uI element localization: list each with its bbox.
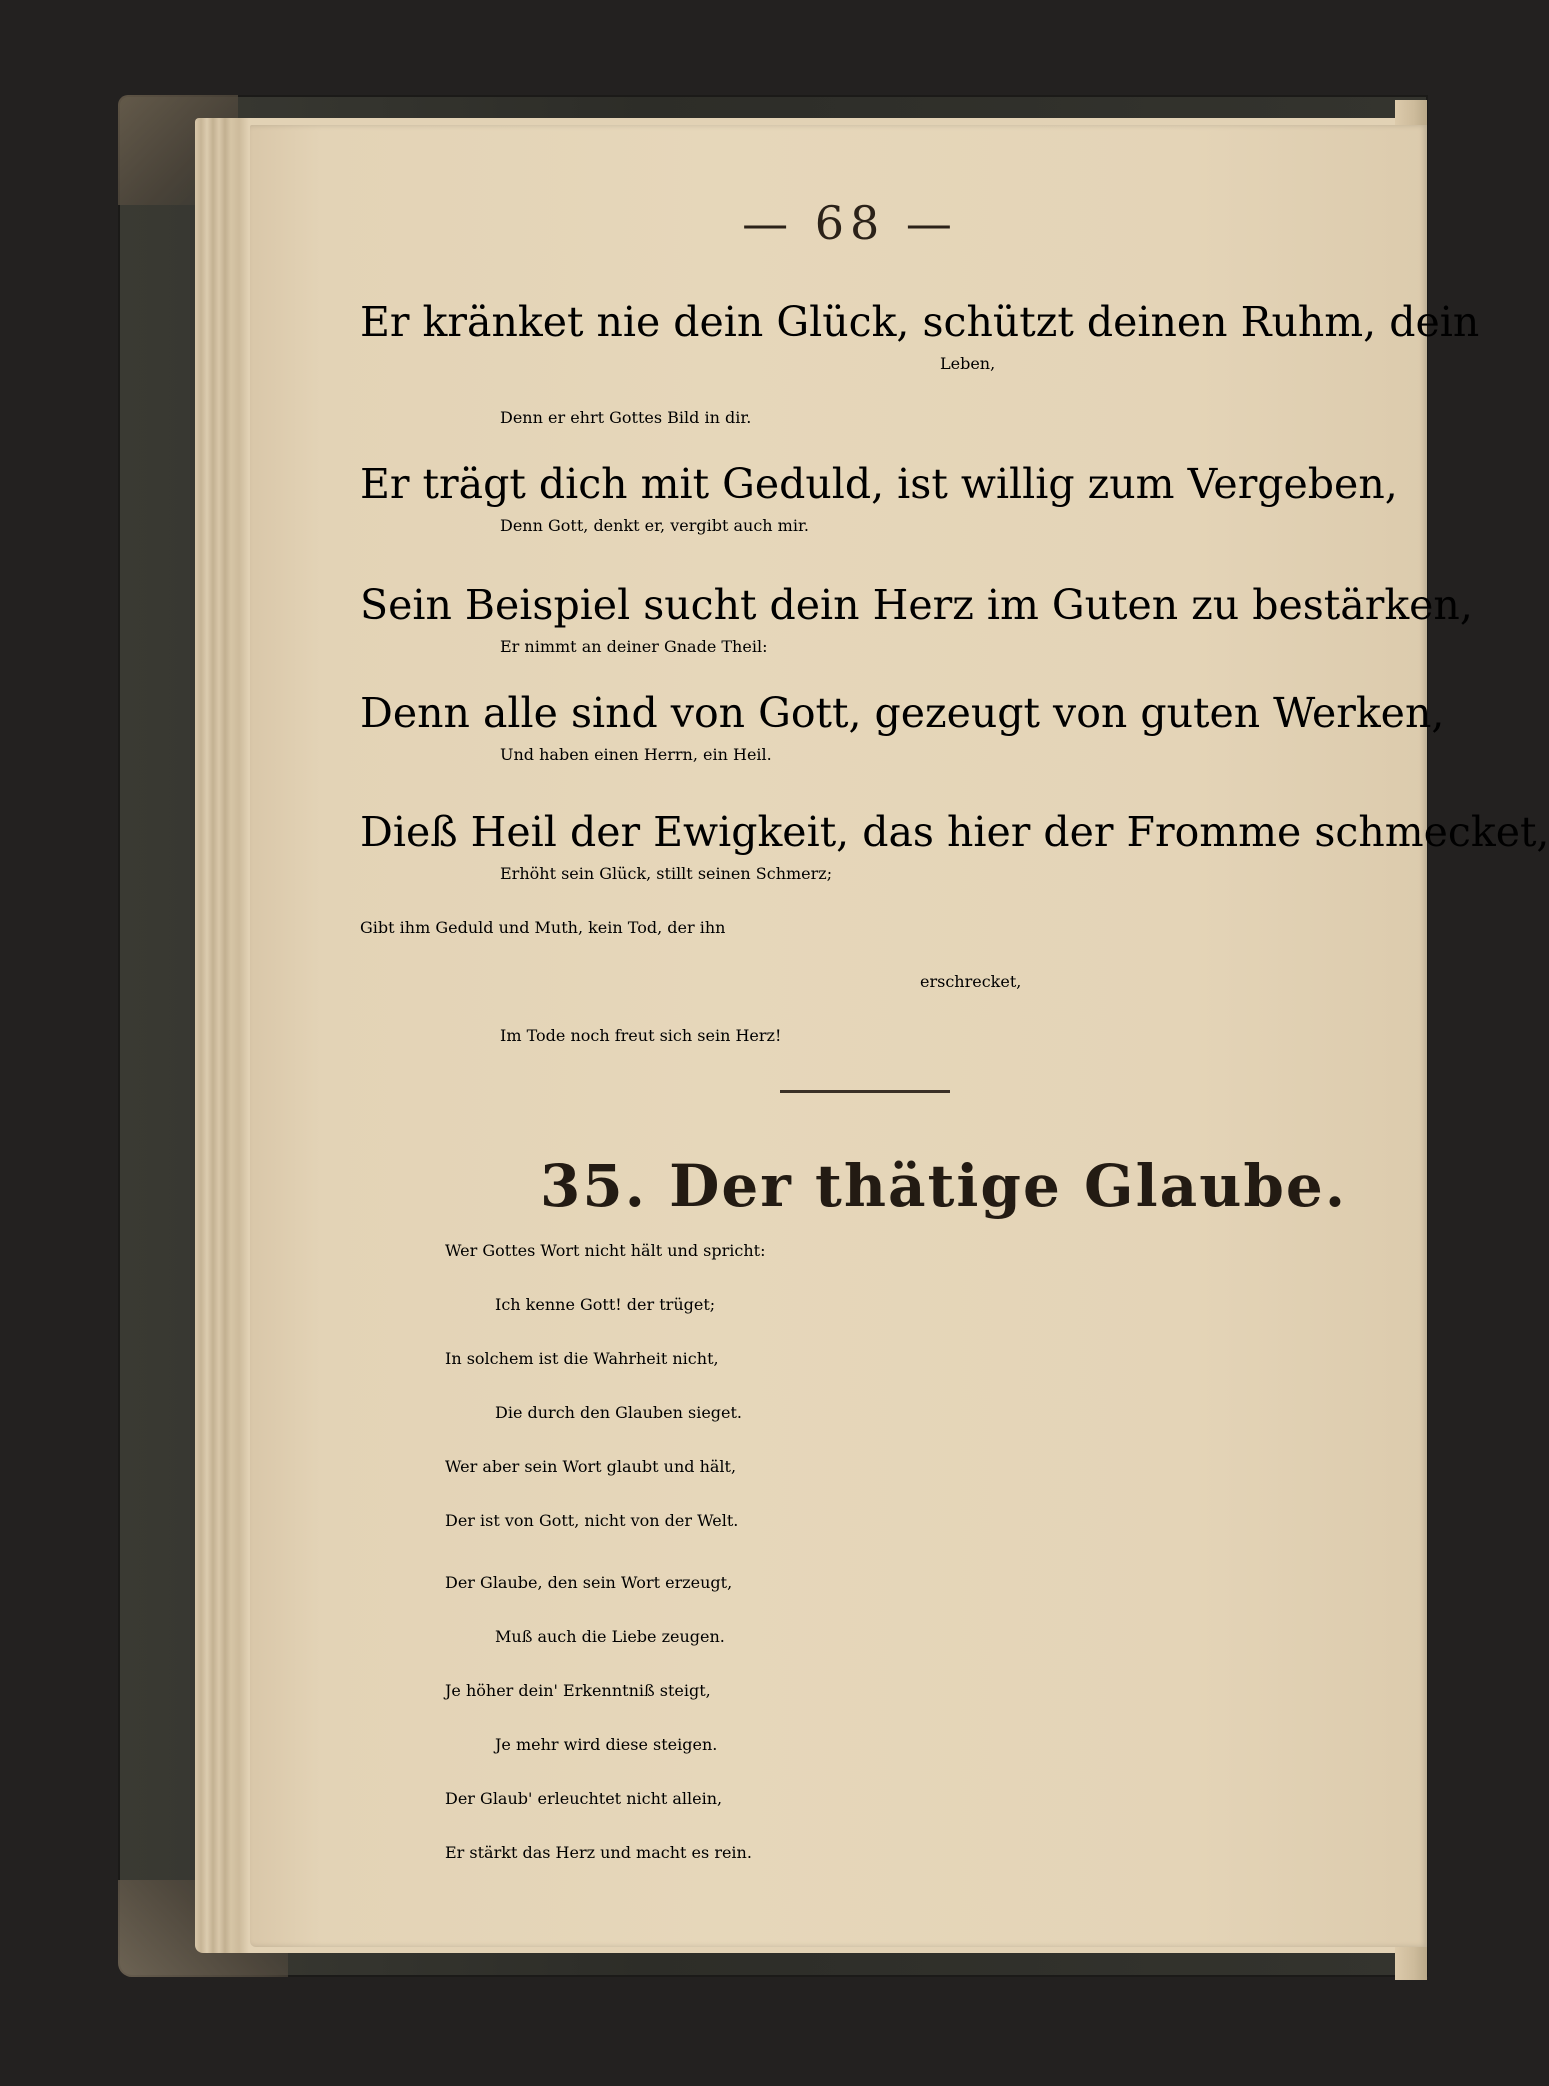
poem-heading: 35. Der thätige Glaube. [540, 1152, 1348, 1220]
verse-line: Er kränket nie dein Glück, schützt deinen Ruhm, dein [360, 298, 1480, 346]
verse-line: Wer aber sein Wort glaubt und hält, [445, 1457, 737, 1476]
verse-line: Leben, [940, 354, 996, 373]
verse-line: Je höher dein' Erkenntniß steigt, [445, 1681, 711, 1700]
verse-line: Denn Gott, denkt er, vergibt auch mir. [500, 516, 809, 535]
verse-line: Er stärkt das Herz und macht es rein. [445, 1843, 752, 1862]
verse-line: Dieß Heil der Ewigkeit, das hier der Fromme schmecket, [360, 808, 1549, 856]
verse-line: Er trägt dich mit Geduld, ist willig zum Vergeben, [360, 460, 1398, 508]
verse-line: Im Tode noch freut sich sein Herz! [500, 1026, 782, 1045]
verse-line: Der Glaub' erleuchtet nicht allein, [445, 1789, 723, 1808]
verse-line: Er nimmt an deiner Gnade Theil: [500, 637, 768, 656]
verse-line: Die durch den Glauben sieget. [495, 1403, 743, 1422]
section-divider [780, 1090, 950, 1093]
verse-line: Ich kenne Gott! der trüget; [495, 1295, 716, 1314]
verse-line: Wer Gottes Wort nicht hält und spricht: [445, 1241, 766, 1260]
verse-line: Und haben einen Herrn, ein Heil. [500, 745, 772, 764]
verse-line: Der ist von Gott, nicht von der Welt. [445, 1511, 739, 1530]
page-number: — 68 — [742, 196, 958, 250]
verse-line: Der Glaube, den sein Wort erzeugt, [445, 1573, 733, 1592]
verse-line: Denn er ehrt Gottes Bild in dir. [500, 408, 752, 427]
verse-line: Gibt ihm Geduld und Muth, kein Tod, der ihn [360, 918, 726, 937]
verse-line: Sein Beispiel sucht dein Herz im Guten zu bestärken, [360, 581, 1473, 629]
verse-line: erschrecket, [920, 972, 1022, 991]
verse-line: Denn alle sind von Gott, gezeugt von guten Werken, [360, 689, 1445, 737]
verse-line: Je mehr wird diese steigen. [495, 1735, 718, 1754]
verse-line: Erhöht sein Glück, stillt seinen Schmerz; [500, 864, 833, 883]
book-page [250, 125, 1427, 1947]
verse-line: In solchem ist die Wahrheit nicht, [445, 1349, 719, 1368]
verse-line: Muß auch die Liebe zeugen. [495, 1627, 725, 1646]
